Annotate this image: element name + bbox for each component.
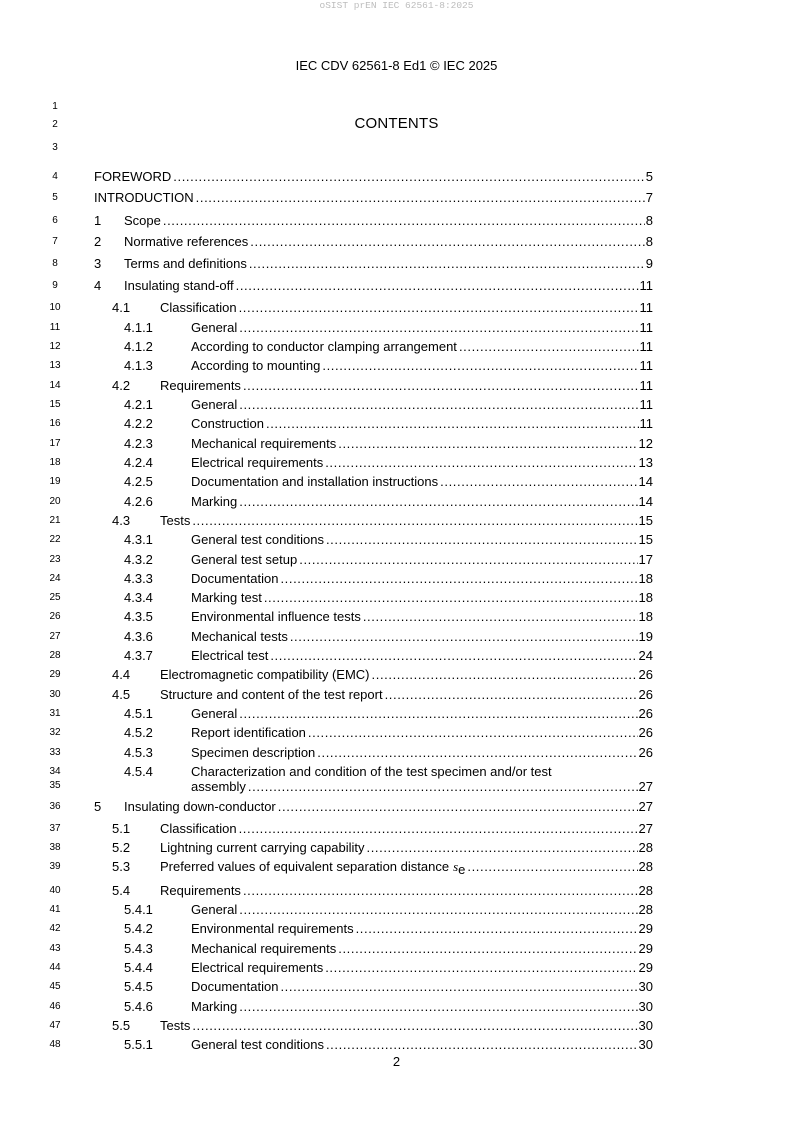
- toc-entry-page: 12: [638, 436, 653, 451]
- line-number: 38: [49, 842, 61, 853]
- line-number: 18: [49, 457, 61, 468]
- toc-entry-title: General: [191, 706, 238, 721]
- toc-leader-dots: [372, 667, 638, 683]
- toc-entry[interactable]: [124, 706, 653, 722]
- toc-entry-title: Electrical requirements: [191, 960, 324, 975]
- line-number: 47: [49, 1020, 61, 1031]
- toc-entry-number: 4.3: [112, 513, 131, 528]
- toc-entry-number: 4.3.3: [124, 571, 153, 586]
- toc-entry-page: 28: [638, 883, 653, 898]
- line-number: 22: [49, 534, 61, 545]
- toc-entry-number: 3: [94, 256, 102, 271]
- line-number: 21: [49, 515, 61, 526]
- line-number: 27: [49, 631, 61, 642]
- toc-entry-title: Construction: [191, 416, 264, 431]
- toc-entry[interactable]: [124, 358, 653, 374]
- toc-entry-title: Marking: [191, 494, 238, 509]
- toc-entry-page: 17: [638, 552, 653, 567]
- toc-entry[interactable]: [124, 416, 653, 432]
- toc-entry[interactable]: [112, 300, 653, 316]
- toc-entry-page: 29: [638, 960, 653, 975]
- toc-entry-number: 4.1.1: [124, 320, 153, 335]
- toc-entry-page: 11: [639, 300, 653, 315]
- toc-entry-title: According to conductor clamping arrangement: [191, 339, 457, 354]
- toc-entry-page: 7: [645, 190, 653, 205]
- toc-entry-title: General: [191, 397, 238, 412]
- toc-entry-page: 9: [645, 256, 653, 271]
- toc-entry-title: Tests: [160, 1018, 191, 1033]
- toc-entry[interactable]: [124, 474, 653, 490]
- line-number: 31: [49, 708, 61, 719]
- toc-leader-dots: [440, 474, 637, 490]
- toc-entry-page: 11: [639, 278, 653, 293]
- toc-entry-page: 11: [639, 320, 653, 335]
- toc-entry[interactable]: [124, 320, 653, 336]
- toc-entry[interactable]: [124, 902, 653, 918]
- toc-entry-number: 4.1.3: [124, 358, 153, 373]
- line-number: 40: [49, 885, 61, 896]
- line-number: 24: [49, 573, 61, 584]
- toc-entry-page: 24: [638, 648, 653, 663]
- toc-entry[interactable]: [94, 213, 653, 229]
- toc-entry-title: According to mounting: [191, 358, 321, 373]
- toc-entry-page: 11: [639, 378, 653, 393]
- toc-entry[interactable]: [124, 552, 653, 568]
- line-number: 25: [49, 592, 61, 603]
- toc-entry-number: 1: [94, 213, 102, 228]
- toc-leader-dots: [290, 629, 638, 645]
- line-number: 8: [52, 258, 58, 269]
- toc-entry-number: 4.1.2: [124, 339, 153, 354]
- toc-entry-title: Mechanical requirements: [191, 941, 337, 956]
- toc-entry[interactable]: [124, 532, 653, 548]
- toc-entry[interactable]: [124, 339, 653, 355]
- toc-entry-page: 26: [638, 725, 653, 740]
- toc-entry-title: Classification: [160, 821, 237, 836]
- toc-entry-title: Marking: [191, 999, 238, 1014]
- toc-entry-page: 11: [639, 397, 653, 412]
- toc-leader-dots: [317, 745, 637, 761]
- toc-entry-page: 28: [638, 840, 653, 855]
- line-number: 9: [52, 280, 58, 291]
- toc-entry-number: 5.4.2: [124, 921, 153, 936]
- toc-leader-dots: [385, 687, 638, 703]
- toc-entry-number: 4.2.2: [124, 416, 153, 431]
- toc-entry-number: 4.2.3: [124, 436, 153, 451]
- line-number: 36: [49, 801, 61, 812]
- toc-entry[interactable]: [124, 590, 653, 606]
- toc-leader-dots: [467, 859, 637, 875]
- toc-leader-dots: [356, 921, 638, 937]
- toc-entry-title: Terms and definitions: [124, 256, 247, 271]
- toc-leader-dots: [196, 190, 645, 206]
- toc-leader-dots: [163, 213, 645, 229]
- line-number: 6: [52, 215, 58, 226]
- toc-entry-number: 4.5.3: [124, 745, 153, 760]
- toc-entry-title-continued: assembly: [191, 779, 246, 794]
- toc-entry[interactable]: [124, 629, 653, 645]
- toc-entry[interactable]: [112, 1018, 653, 1034]
- toc-entry-number: 4.2.6: [124, 494, 153, 509]
- line-number: 48: [49, 1039, 61, 1050]
- line-number: 32: [49, 727, 61, 738]
- toc-leader-dots: [239, 300, 639, 316]
- toc-entry-page: 13: [638, 455, 653, 470]
- toc-entry-title: Insulating down-conductor: [124, 799, 276, 814]
- toc-entry-page: 8: [645, 213, 653, 228]
- line-number: 17: [49, 438, 61, 449]
- toc-entry[interactable]: [124, 725, 653, 741]
- toc-entry[interactable]: [112, 821, 653, 837]
- line-number: 33: [49, 747, 61, 758]
- toc-entry[interactable]: [124, 999, 653, 1015]
- line-number: 30: [49, 689, 61, 700]
- toc-entry-number: 4.3.2: [124, 552, 153, 567]
- toc-entry-title: General test conditions: [191, 1037, 324, 1052]
- toc-leader-dots: [325, 455, 637, 471]
- toc-leader-dots: [278, 799, 638, 815]
- toc-leader-dots: [239, 706, 637, 722]
- toc-entry-number: 5.4.4: [124, 960, 153, 975]
- toc-entry-page: 27: [638, 821, 653, 836]
- toc-leader-dots: [249, 256, 645, 272]
- toc-entry[interactable]: [112, 859, 653, 878]
- toc-entry-title: Electromagnetic compatibility (EMC): [160, 667, 370, 682]
- toc-leader-dots: [270, 648, 637, 664]
- toc-entry-number: 5.4.1: [124, 902, 153, 917]
- toc-entry-page: 27: [638, 799, 653, 814]
- toc-entry-number: 5: [94, 799, 102, 814]
- toc-entry-title: General test setup: [191, 552, 298, 567]
- toc-entry-page: 15: [638, 532, 653, 547]
- line-number: 4: [52, 171, 58, 182]
- toc-entry-title: INTRODUCTION: [94, 190, 194, 205]
- contents-title: CONTENTS: [354, 115, 439, 132]
- toc-entry[interactable]: [94, 234, 653, 250]
- toc-entry-page: 11: [639, 339, 653, 354]
- toc-leader-dots: [338, 941, 637, 957]
- toc-entry[interactable]: [124, 764, 552, 780]
- toc-entry-title: FOREWORD: [94, 169, 172, 184]
- toc-leader-dots: [239, 494, 637, 510]
- line-number: 43: [49, 943, 61, 954]
- toc-leader-dots: [239, 397, 638, 413]
- line-number: 12: [49, 341, 61, 352]
- line-number: 13: [49, 360, 61, 371]
- toc-entry-title: Requirements: [160, 378, 241, 393]
- math-subscript: e: [458, 862, 466, 877]
- toc-entry-title: Environmental influence tests: [191, 609, 361, 624]
- toc-entry-page: 26: [638, 706, 653, 721]
- toc-entry-title: Classification: [160, 300, 237, 315]
- toc-leader-dots: [363, 609, 638, 625]
- line-number: 1: [52, 101, 58, 112]
- toc-entry-title: Preferred values of equivalent separation distance: [160, 859, 450, 874]
- toc-leader-dots: [338, 436, 637, 452]
- toc-leader-dots: [264, 590, 638, 606]
- toc-entry[interactable]: [124, 436, 653, 452]
- line-number: 28: [49, 650, 61, 661]
- line-number: 42: [49, 923, 61, 934]
- toc-leader-dots: [266, 416, 639, 432]
- toc-leader-dots: [325, 960, 637, 976]
- toc-leader-dots: [192, 1018, 637, 1034]
- line-number: 41: [49, 904, 61, 915]
- toc-leader-dots: [322, 358, 638, 374]
- toc-entry-page: 30: [638, 1037, 653, 1052]
- toc-entry-page: 27: [638, 779, 653, 794]
- toc-entry-title: Environmental requirements: [191, 921, 354, 936]
- toc-leader-dots: [243, 378, 639, 394]
- toc-entry-number: 5.1: [112, 821, 131, 836]
- toc-entry-title: Mechanical tests: [191, 629, 288, 644]
- toc-entry-number: 5.4: [112, 883, 131, 898]
- toc-leader-dots: [173, 169, 644, 185]
- line-number: 23: [49, 554, 61, 565]
- toc-entry-title: Normative references: [124, 234, 249, 249]
- toc-entry[interactable]: [112, 840, 653, 856]
- toc-entry-title: Lightning current carrying capability: [160, 840, 365, 855]
- line-number: 39: [49, 861, 61, 872]
- line-number: 5: [52, 192, 58, 203]
- toc-entry[interactable]: [124, 979, 653, 995]
- toc-entry-page: 28: [638, 859, 653, 874]
- line-number: 14: [49, 380, 61, 391]
- line-number: 45: [49, 981, 61, 992]
- toc-entry-page: 14: [638, 494, 653, 509]
- toc-entry-title: Report identification: [191, 725, 306, 740]
- toc-entry[interactable]: [94, 169, 653, 185]
- toc-leader-dots: [367, 840, 638, 856]
- toc-leader-dots: [299, 552, 637, 568]
- toc-leader-dots: [239, 999, 637, 1015]
- toc-entry-page: 8: [645, 234, 653, 249]
- toc-entry-number: 4.3.5: [124, 609, 153, 624]
- toc-entry-title: General: [191, 902, 238, 917]
- toc-entry-page: 28: [638, 902, 653, 917]
- toc-leader-dots: [236, 278, 639, 294]
- toc-entry-title: General test conditions: [191, 532, 324, 547]
- toc-entry[interactable]: [124, 1037, 653, 1053]
- toc-entry-page: 29: [638, 941, 653, 956]
- toc-entry-page: 30: [638, 999, 653, 1014]
- toc-leader-dots: [250, 234, 644, 250]
- toc-entry[interactable]: [112, 378, 653, 394]
- toc-entry-number: 5.4.5: [124, 979, 153, 994]
- toc-entry-number: 4.3.6: [124, 629, 153, 644]
- line-number: 29: [49, 669, 61, 680]
- toc-entry[interactable]: [112, 667, 653, 683]
- toc-entry-number: 5.4.3: [124, 941, 153, 956]
- toc-entry[interactable]: [124, 941, 653, 957]
- toc-entry-number: 4.3.4: [124, 590, 153, 605]
- toc-entry[interactable]: [124, 648, 653, 664]
- toc-entry-number: 4.2.4: [124, 455, 153, 470]
- toc-entry-title: Scope: [124, 213, 161, 228]
- toc-leader-dots: [326, 1037, 638, 1053]
- toc-leader-dots: [243, 883, 638, 899]
- toc-entry[interactable]: [124, 494, 653, 510]
- line-number: 7: [52, 236, 58, 247]
- toc-entry[interactable]: [124, 397, 653, 413]
- page-number: 2: [392, 1054, 401, 1069]
- toc-entry-page: 30: [638, 979, 653, 994]
- toc-entry-title: Electrical test: [191, 648, 269, 663]
- toc-leader-dots: [192, 513, 637, 529]
- toc-entry-title: Documentation: [191, 979, 279, 994]
- toc-entry-number: 4.1: [112, 300, 131, 315]
- toc-leader-dots: [280, 979, 637, 995]
- toc-entry-number: 4.5.2: [124, 725, 153, 740]
- toc-leader-dots: [280, 571, 637, 587]
- toc-entry-title: Tests: [160, 513, 191, 528]
- line-number: 34: [49, 766, 61, 777]
- line-number: 11: [49, 322, 61, 333]
- math-symbol: [453, 859, 465, 878]
- toc-leader-dots: [326, 532, 638, 548]
- toc-leader-dots: [308, 725, 638, 741]
- toc-entry[interactable]: [94, 190, 653, 206]
- toc-entry[interactable]: [124, 960, 653, 976]
- toc-entry[interactable]: [124, 921, 653, 937]
- line-number: 35: [49, 780, 61, 791]
- toc-entry-title: Marking test: [191, 590, 262, 605]
- toc-entry-page: 30: [638, 1018, 653, 1033]
- toc-entry-page: 18: [638, 609, 653, 624]
- toc-entry-number: 4.3.1: [124, 532, 153, 547]
- toc-entry-title: Structure and content of the test report: [160, 687, 383, 702]
- toc-entry-continuation[interactable]: [191, 779, 653, 795]
- line-number: 26: [49, 611, 61, 622]
- toc-entry-title: Insulating stand-off: [124, 278, 234, 293]
- toc-entry-title: Characterization and condition of the test specimen and/or test: [191, 764, 552, 779]
- toc-entry-page: 14: [638, 474, 653, 489]
- toc-leader-dots: [239, 320, 638, 336]
- toc-entry-number: 4.2: [112, 378, 131, 393]
- toc-entry-title: Electrical requirements: [191, 455, 324, 470]
- toc-entry[interactable]: [124, 571, 653, 587]
- toc-entry-number: 5.5: [112, 1018, 131, 1033]
- toc-entry-page: 29: [638, 921, 653, 936]
- toc-entry[interactable]: [112, 687, 653, 703]
- toc-entry[interactable]: [112, 513, 653, 529]
- line-number: 10: [49, 302, 61, 313]
- toc-entry-page: 18: [638, 571, 653, 586]
- line-number: 19: [49, 476, 61, 487]
- toc-leader-dots: [248, 779, 638, 795]
- toc-entry[interactable]: [94, 278, 653, 294]
- toc-entry-number: 4.2.5: [124, 474, 153, 489]
- toc-entry-number: 4: [94, 278, 102, 293]
- toc-entry-title: Documentation: [191, 571, 279, 586]
- toc-entry-number: 5.3: [112, 859, 131, 874]
- toc-leader-dots: [459, 339, 639, 355]
- toc-entry-title: Mechanical requirements: [191, 436, 337, 451]
- line-number: 44: [49, 962, 61, 973]
- toc-entry-number: 4.5: [112, 687, 131, 702]
- toc-entry[interactable]: [124, 609, 653, 625]
- line-number: 15: [49, 399, 61, 410]
- line-number: 16: [49, 418, 61, 429]
- toc-leader-dots: [239, 902, 637, 918]
- toc-entry-page: 26: [638, 667, 653, 682]
- toc-leader-dots: [239, 821, 638, 837]
- toc-entry-title: Requirements: [160, 883, 241, 898]
- toc-entry-number: 5.4.6: [124, 999, 153, 1014]
- toc-entry-page: 15: [638, 513, 653, 528]
- toc-entry-number: 4.5.4: [124, 764, 153, 779]
- toc-entry-number: 2: [94, 234, 102, 249]
- math-variable: s: [453, 859, 459, 874]
- toc-entry-page: 11: [639, 416, 653, 431]
- toc-entry-number: 4.2.1: [124, 397, 153, 412]
- line-number: 37: [49, 823, 61, 834]
- line-number: 20: [49, 496, 61, 507]
- toc-entry-page: 5: [645, 169, 653, 184]
- toc-entry[interactable]: [94, 799, 653, 815]
- toc-entry[interactable]: [124, 745, 653, 761]
- toc-entry[interactable]: [124, 455, 653, 471]
- toc-entry-page: 26: [638, 687, 653, 702]
- line-number: 46: [49, 1001, 61, 1012]
- toc-entry-number: 5.5.1: [124, 1037, 153, 1052]
- toc-entry[interactable]: [94, 256, 653, 272]
- toc-entry-title: General: [191, 320, 238, 335]
- toc-entry-number: 4.4: [112, 667, 131, 682]
- toc-entry-page: 26: [638, 745, 653, 760]
- line-number: 3: [52, 142, 58, 153]
- toc-entry[interactable]: [112, 883, 653, 899]
- toc-entry-number: 4.5.1: [124, 706, 153, 721]
- line-number: 2: [52, 119, 58, 130]
- toc-entry-number: 5.2: [112, 840, 131, 855]
- toc-entry-title: Specimen description: [191, 745, 316, 760]
- toc-entry-page: 18: [638, 590, 653, 605]
- document-header: IEC CDV 62561-8 Ed1 © IEC 2025: [295, 58, 498, 73]
- toc-entry-number: 4.3.7: [124, 648, 153, 663]
- toc-entry-page: 11: [639, 358, 653, 373]
- toc-entry-title: Documentation and installation instructions: [191, 474, 439, 489]
- toc-entry-page: 19: [638, 629, 653, 644]
- document-watermark: oSIST prEN IEC 62561-8:2025: [319, 0, 474, 11]
